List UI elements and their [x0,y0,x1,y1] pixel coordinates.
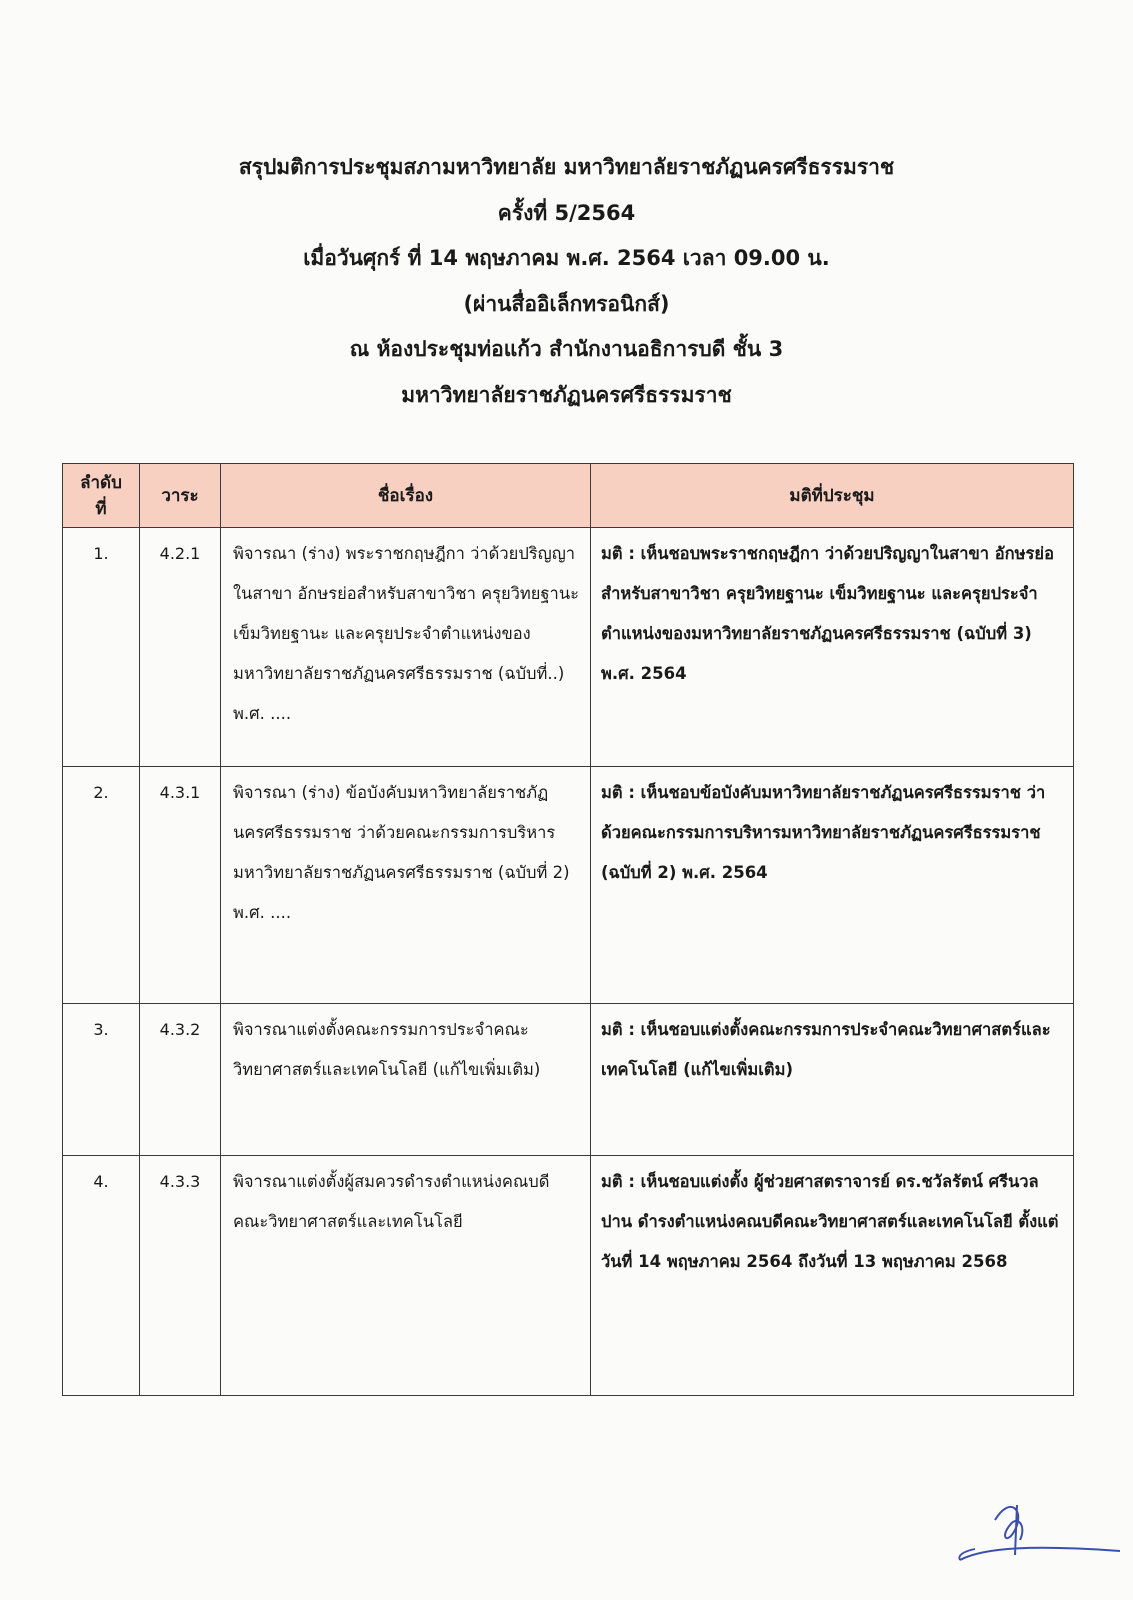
table-row [63,1004,1074,1156]
column-header-resolution: มติที่ประชุม [591,464,1074,528]
header-location: ณ ห้องประชุมท่อแก้ว สำนักงานอธิการบดี ชั้น 3 [349,337,784,361]
row-resolution: มติ : เห็นชอบข้อบังคับมหาวิทยาลัยราชภัฏนครศรีธรรมราช ว่าด้วยคณะกรรมการบริหารมหาวิทยาลัยราชภัฏนครศรีธรรมราช (ฉบับที่ 2) พ.ศ. 2564 [591,767,1074,1004]
header-meeting-mode: (ผ่านสื่ออิเล็กทรอนิกส์) [463,291,670,316]
row-agenda: 4.2.1 [140,528,221,767]
row-topic: พิจารณา (ร่าง) พระราชกฤษฎีกา ว่าด้วยปริญญาในสาขา อักษรย่อสำหรับสาขาวิชา ครุยวิทยฐานะ เข็มวิทยฐานะ และครุยประจำตำแหน่งของมหาวิทยาลัยราชภัฏนครศรีธรรมราช (ฉบับที่..) พ.ศ. .... [221,528,591,767]
row-agenda: 4.3.1 [140,767,221,1004]
row-topic: พิจารณาแต่งตั้งคณะกรรมการประจำคณะวิทยาศาสตร์และเทคโนโลยี (แก้ไขเพิ่มเติม) [221,1004,591,1156]
table-row [63,1156,1074,1396]
row-agenda: 4.3.2 [140,1004,221,1156]
header-meeting-number: ครั้งที่ 5/2564 [497,200,636,225]
column-header-agenda: วาระ [140,464,221,528]
table-header-row [63,464,1074,528]
column-header-topic: ชื่อเรื่อง [221,464,591,528]
row-resolution: มติ : เห็นชอบแต่งตั้งคณะกรรมการประจำคณะวิทยาศาสตร์และเทคโนโลยี (แก้ไขเพิ่มเติม) [591,1004,1074,1156]
header-date: เมื่อวันศุกร์ ที่ 14 พฤษภาคม พ.ศ. 2564 เวลา 09.00 น. [303,246,830,270]
table-row [63,767,1074,1004]
column-header-number: ลำดับ ที่ [63,464,140,528]
row-agenda: 4.3.3 [140,1156,221,1396]
row-number: 1. [63,528,140,767]
table-row [63,528,1074,767]
row-number: 4. [63,1156,140,1396]
header-title: สรุปมติการประชุมสภามหาวิทยาลัย มหาวิทยาลัยราชภัฏนครศรีธรรมราช [238,155,895,179]
row-resolution: มติ : เห็นชอบพระราชกฤษฎีกา ว่าด้วยปริญญาในสาขา อักษรย่อสำหรับสาขาวิชา ครุยวิทยฐานะ เข็มวิทยฐานะ และครุยประจำตำแหน่งของมหาวิทยาลัยราชภัฏนครศรีธรรมราช (ฉบับที่ 3) พ.ศ. 2564 [591,528,1074,767]
signature-mark [955,1485,1125,1575]
row-topic: พิจารณา (ร่าง) ข้อบังคับมหาวิทยาลัยราชภัฏนครศรีธรรมราช ว่าด้วยคณะกรรมการบริหารมหาวิทยาลัยราชภัฏนครศรีธรรมราช (ฉบับที่ 2) พ.ศ. .... [221,767,591,1004]
row-topic: พิจารณาแต่งตั้งผู้สมควรดำรงตำแหน่งคณบดีคณะวิทยาศาสตร์และเทคโนโลยี [221,1156,591,1396]
resolutions-table [62,463,1074,1396]
row-number: 2. [63,767,140,1004]
row-resolution: มติ : เห็นชอบแต่งตั้ง ผู้ช่วยศาสตราจารย์ ดร.ชวัลรัตน์ ศรีนวลปาน ดำรงตำแหน่งคณบดีคณะวิทยาศาสตร์และเทคโนโลยี ตั้งแต่วันที่ 14 พฤษภาคม 2564 ถึงวันที่ 13 พฤษภาคม 2568 [591,1156,1074,1396]
header-university: มหาวิทยาลัยราชภัฏนครศรีธรรมราช [401,382,732,407]
document-header [60,145,1073,418]
row-number: 3. [63,1004,140,1156]
